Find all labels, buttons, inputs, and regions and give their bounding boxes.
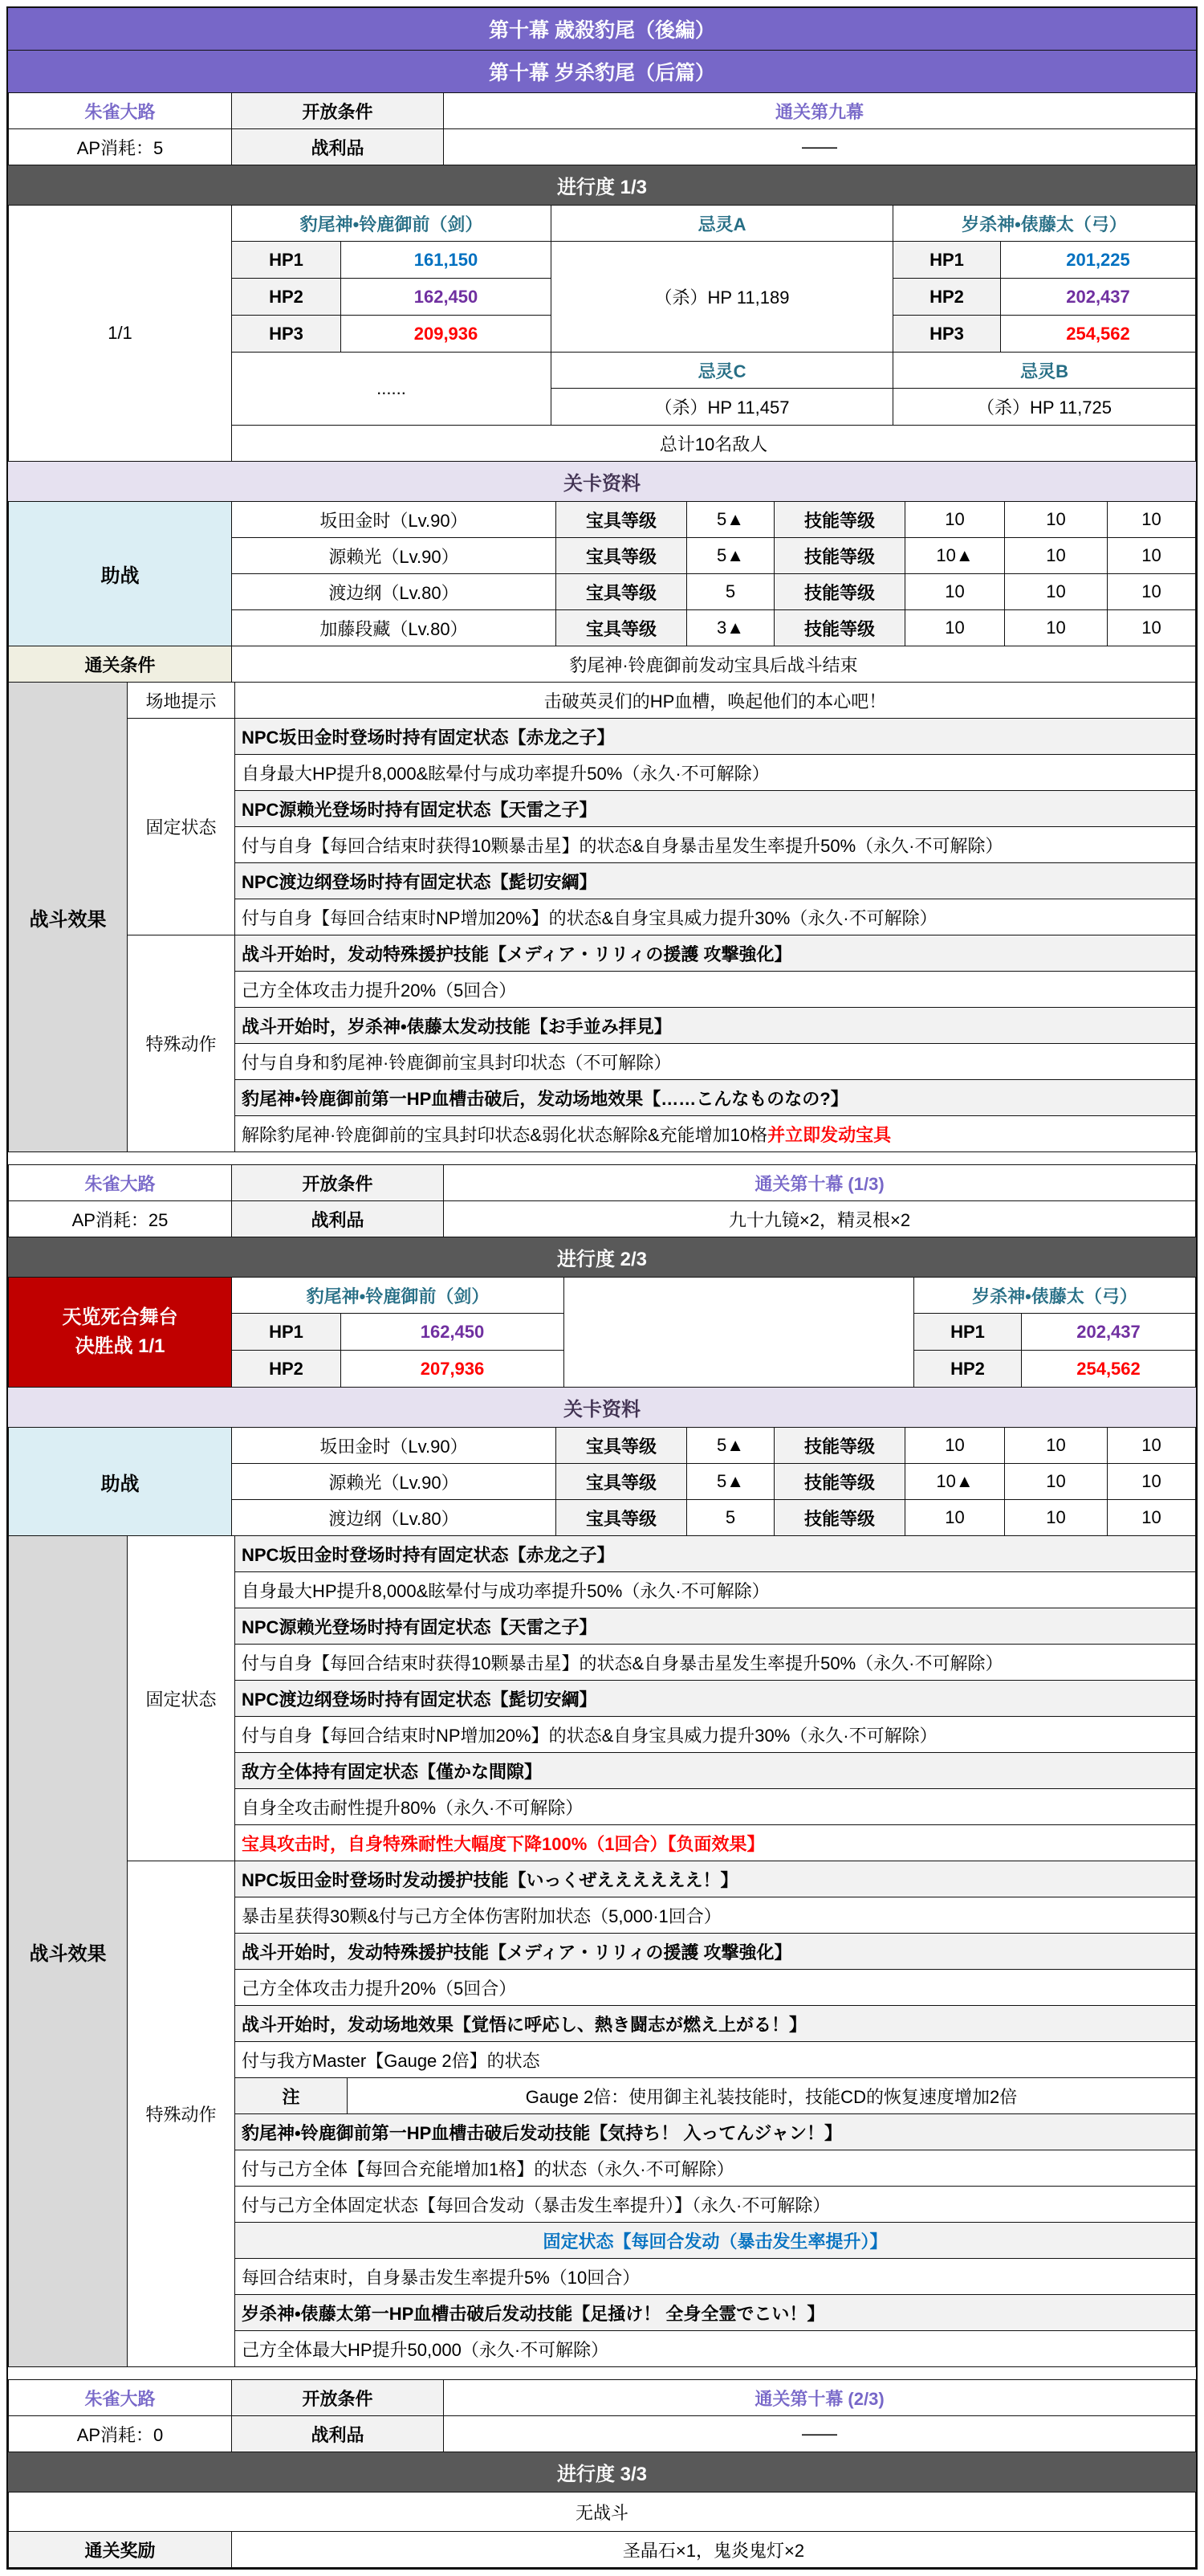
skill-level-label: 技能等级 bbox=[775, 1464, 905, 1500]
skill-2: 10 bbox=[1005, 574, 1108, 610]
skill-3: 10 bbox=[1108, 1464, 1196, 1500]
clear-condition-label: 通关条件 bbox=[9, 646, 232, 683]
np-level: 3▲ bbox=[687, 610, 775, 646]
effect-row: 战斗开始时，岁杀神•俵藤太发动技能【お手並み拝見】 bbox=[235, 1008, 1196, 1044]
np-level: 5 bbox=[687, 1500, 775, 1536]
effect-row: 岁杀神•俵藤太第一HP血槽击破后发动技能【足掻け！ 全身全霊でこい！】 bbox=[235, 2295, 1196, 2331]
hp3-label: HP3 bbox=[232, 316, 341, 353]
effect-row: NPC源赖光登场时持有固定状态【天雷之子】 bbox=[235, 791, 1196, 827]
hp1-value-left: 162,450 bbox=[341, 1314, 564, 1351]
hp3-label: HP3 bbox=[893, 316, 1001, 353]
ap-cost: AP消耗：5 bbox=[9, 129, 232, 165]
drop-label: 战利品 bbox=[232, 129, 444, 165]
note-label: 注 bbox=[235, 2078, 348, 2114]
open-condition-label: 开放条件 bbox=[232, 1165, 444, 1201]
quest2-enemy-table bbox=[8, 1277, 1196, 1388]
skill-2: 10 bbox=[1005, 1464, 1108, 1500]
skill-1: 10 bbox=[905, 574, 1005, 610]
empty-cell bbox=[564, 1278, 914, 1388]
skill-3: 10 bbox=[1108, 1500, 1196, 1536]
enemy-name-left: 豹尾神•铃鹿御前（剑） bbox=[232, 206, 551, 242]
stage-info-band: 关卡资料 bbox=[8, 461, 1196, 502]
skill-3: 10 bbox=[1108, 574, 1196, 610]
clear-reward-value: 圣晶石×1，鬼炎鬼灯×2 bbox=[232, 2532, 1196, 2568]
enemy-name-left: 豹尾神•铃鹿御前（剑） bbox=[232, 1278, 564, 1314]
more-enemies-dots: ...... bbox=[232, 353, 551, 426]
effect-row-negative: 宝具攻击时，自身特殊耐性大幅度下降100%（1回合）【负面效果】 bbox=[235, 1825, 1196, 1861]
skill-2: 10 bbox=[1005, 502, 1108, 538]
boss-stage-line2: 决胜战 1/1 bbox=[75, 1335, 165, 1357]
quest1-clear-table bbox=[8, 646, 1196, 683]
enemy-name-mid: 忌灵A bbox=[551, 206, 893, 242]
skill-level-label: 技能等级 bbox=[775, 538, 905, 574]
skill-3: 10 bbox=[1108, 1428, 1196, 1464]
battle-effect-label: 战斗效果 bbox=[9, 683, 128, 1152]
effect-row: 付与己方全体【每回合充能增加1格】的状态（永久·不可解除） bbox=[235, 2150, 1196, 2187]
hp2-label: HP2 bbox=[232, 1351, 341, 1388]
open-condition-label: 开放条件 bbox=[232, 2380, 444, 2416]
skill-2: 10 bbox=[1005, 1428, 1108, 1464]
skill-1: 10 bbox=[905, 1428, 1005, 1464]
effect-row: 己方全体攻击力提升20%（5回合） bbox=[235, 972, 1196, 1008]
quest3-header-table bbox=[8, 2379, 1196, 2452]
open-condition-value: 通关第十幕 (2/3) bbox=[444, 2380, 1196, 2416]
ap-cost: AP消耗：0 bbox=[9, 2416, 232, 2452]
effect-text: 解除豹尾神·铃鹿御前的宝具封印状态&弱化状态解除&充能增加10格 bbox=[242, 1124, 768, 1145]
effect-row: NPC渡边纲登场时持有固定状态【髭切安綱】 bbox=[235, 863, 1196, 899]
progress-bar-2: 进行度 2/3 bbox=[8, 1237, 1196, 1278]
np-level-label: 宝具等级 bbox=[556, 574, 687, 610]
support-label: 助战 bbox=[9, 502, 232, 646]
effect-row: 付与自身和豹尾神·铃鹿御前宝具封印状态（不可解除） bbox=[235, 1044, 1196, 1080]
np-level: 5▲ bbox=[687, 1464, 775, 1500]
np-level: 5▲ bbox=[687, 1428, 775, 1464]
np-level-label: 宝具等级 bbox=[556, 538, 687, 574]
drop-label: 战利品 bbox=[232, 1201, 444, 1237]
np-level-label: 宝具等级 bbox=[556, 1500, 687, 1536]
effect-row: 战斗开始时，发动特殊援护技能【メディア・リリィの援護 攻撃強化】 bbox=[235, 1934, 1196, 1970]
effect-row: 付与自身【每回合结束时NP增加20%】的状态&自身宝具威力提升30%（永久·不可解除） bbox=[235, 1717, 1196, 1753]
drop-value: 九十九镜×2，精灵根×2 bbox=[444, 1201, 1196, 1237]
quest-location: 朱雀大路 bbox=[9, 2380, 232, 2416]
quest3-reward-table bbox=[8, 2531, 1196, 2568]
progress-bar-3: 进行度 3/3 bbox=[8, 2452, 1196, 2492]
skill-level-label: 技能等级 bbox=[775, 1500, 905, 1536]
support-name: 渡边纲（Lv.80） bbox=[232, 574, 556, 610]
effect-row: 暴击星获得30颗&付与己方全体伤害附加状态（5,000·1回合） bbox=[235, 1897, 1196, 1934]
enemy-name-b: 忌灵B bbox=[893, 353, 1196, 389]
hp3-value-right: 254,562 bbox=[1001, 316, 1196, 353]
note-text: Gauge 2倍：使用御主礼装技能时，技能CD的恢复速度增加2倍 bbox=[348, 2078, 1196, 2114]
hp1-label: HP1 bbox=[232, 1314, 341, 1351]
skill-1: 10 bbox=[905, 1500, 1005, 1536]
hp1-label: HP1 bbox=[914, 1314, 1022, 1351]
hp1-value-left: 161,150 bbox=[341, 242, 551, 279]
support-name: 加藤段藏（Lv.80） bbox=[232, 610, 556, 646]
skill-1: 10▲ bbox=[905, 538, 1005, 574]
hp1-label: HP1 bbox=[893, 242, 1001, 279]
skill-1: 10 bbox=[905, 502, 1005, 538]
drop-label: 战利品 bbox=[232, 2416, 444, 2452]
effect-row: 敌方全体持有固定状态【僅かな間隙】 bbox=[235, 1753, 1196, 1789]
stage-info-band: 关卡资料 bbox=[8, 1387, 1196, 1428]
support-name: 源赖光（Lv.90） bbox=[232, 1464, 556, 1500]
effect-row: 自身最大HP提升8,000&眩晕付与成功率提升50%（永久·不可解除） bbox=[235, 755, 1196, 791]
enemy-name-c: 忌灵C bbox=[551, 353, 893, 389]
np-level-label: 宝具等级 bbox=[556, 502, 687, 538]
fixed-state-label: 固定状态 bbox=[128, 719, 235, 935]
hp2-label: HP2 bbox=[914, 1351, 1022, 1388]
quest2-header-table bbox=[8, 1164, 1196, 1237]
hp2-value-right: 202,437 bbox=[1001, 279, 1196, 316]
support-name: 渡边纲（Lv.80） bbox=[232, 1500, 556, 1536]
effect-row: 付与自身【每回合结束时获得10颗暴击星】的状态&自身暴击星发生率提升50%（永久·不可解除） bbox=[235, 827, 1196, 863]
hp2-label: HP2 bbox=[232, 279, 341, 316]
skill-level-label: 技能等级 bbox=[775, 610, 905, 646]
effect-row: 战斗开始时，发动场地效果【覚悟に呼応し、熱き闘志が燃え上がる！】 bbox=[235, 2006, 1196, 2042]
quest-location: 朱雀大路 bbox=[9, 1165, 232, 1201]
hp2-value-left: 207,936 bbox=[341, 1351, 564, 1388]
quest1-header-table bbox=[8, 92, 1196, 165]
quest3-nobattle-table bbox=[8, 2492, 1196, 2532]
boss-stage-line1: 天览死合舞台 bbox=[62, 1306, 178, 1328]
np-level-label: 宝具等级 bbox=[556, 610, 687, 646]
section-gap bbox=[8, 1152, 1196, 1165]
np-level: 5▲ bbox=[687, 502, 775, 538]
skill-3: 10 bbox=[1108, 610, 1196, 646]
np-level: 5 bbox=[687, 574, 775, 610]
enemy-mid-hp: （杀）HP 11,189 bbox=[551, 242, 893, 353]
battle-count: 1/1 bbox=[9, 206, 232, 462]
drop-value: —— bbox=[444, 2416, 1196, 2452]
effect-row bbox=[235, 1116, 1196, 1152]
boss-stage-cell bbox=[9, 1278, 232, 1388]
quest-title-jp: 第十幕 歳殺豹尾（後編） bbox=[8, 8, 1196, 51]
open-condition-value: 通关第十幕 (1/3) bbox=[444, 1165, 1196, 1201]
quest-title-cn: 第十幕 岁杀豹尾（后篇） bbox=[8, 50, 1196, 93]
skill-2: 10 bbox=[1005, 538, 1108, 574]
hp3-value-left: 209,936 bbox=[341, 316, 551, 353]
effect-row: 豹尾神•铃鹿御前第一HP血槽击破后发动技能【気持ち！ 入ってんジャン！】 bbox=[235, 2114, 1196, 2150]
quest1-enemy-table bbox=[8, 205, 1196, 462]
battle-effect-label: 战斗效果 bbox=[9, 1536, 128, 2367]
quest2-effects-table bbox=[8, 1535, 1196, 2367]
fixed-state-label: 固定状态 bbox=[128, 1536, 235, 1861]
clear-condition-value: 豹尾神·铃鹿御前发动宝具后战斗结束 bbox=[232, 646, 1196, 683]
quest2-support-table bbox=[8, 1427, 1196, 1536]
section-gap bbox=[8, 2367, 1196, 2380]
enemy-name-right: 岁杀神•俵藤太（弓） bbox=[914, 1278, 1196, 1314]
support-label: 助战 bbox=[9, 1428, 232, 1536]
effect-text-red: 并立即发动宝具 bbox=[767, 1124, 892, 1145]
skill-level-label: 技能等级 bbox=[775, 574, 905, 610]
ap-cost: AP消耗：25 bbox=[9, 1201, 232, 1237]
effect-row: 豹尾神•铃鹿御前第一HP血槽击破后，发动场地效果【……こんなものなの?】 bbox=[235, 1080, 1196, 1116]
effect-row-fixed-state-title: 固定状态【每回合发动（暴击发生率提升）】 bbox=[235, 2223, 1196, 2259]
enemy-name-right: 岁杀神•俵藤太（弓） bbox=[893, 206, 1196, 242]
quest-sheet bbox=[6, 6, 1198, 2570]
effect-row: 战斗开始时，发动特殊援护技能【メディア・リリィの援護 攻撃強化】 bbox=[235, 935, 1196, 972]
hp1-label: HP1 bbox=[232, 242, 341, 279]
open-condition-label: 开放条件 bbox=[232, 93, 444, 129]
effect-row: 己方全体最大HP提升50,000（永久·不可解除） bbox=[235, 2331, 1196, 2367]
effect-row: NPC源赖光登场时持有固定状态【天雷之子】 bbox=[235, 1608, 1196, 1645]
special-action-label: 特殊动作 bbox=[128, 1861, 235, 2367]
skill-2: 10 bbox=[1005, 610, 1108, 646]
field-hint-text: 击破英灵们的HP血槽，唤起他们的本心吧！ bbox=[235, 683, 1196, 719]
effect-row: NPC渡边纲登场时持有固定状态【髭切安綱】 bbox=[235, 1681, 1196, 1717]
effect-row: NPC坂田金时登场时持有固定状态【赤龙之子】 bbox=[235, 719, 1196, 755]
skill-1: 10▲ bbox=[905, 1464, 1005, 1500]
skill-level-label: 技能等级 bbox=[775, 1428, 905, 1464]
quest-location: 朱雀大路 bbox=[9, 93, 232, 129]
effect-row: 每回合结束时，自身暴击发生率提升5%（10回合） bbox=[235, 2259, 1196, 2295]
quest1-effects-table bbox=[8, 682, 1196, 1152]
special-action-label: 特殊动作 bbox=[128, 935, 235, 1152]
support-name: 坂田金时（Lv.90） bbox=[232, 502, 556, 538]
effect-row: 付与自身【每回合结束时NP增加20%】的状态&自身宝具威力提升30%（永久·不可解除） bbox=[235, 899, 1196, 935]
effect-row: 付与自身【每回合结束时获得10颗暴击星】的状态&自身暴击星发生率提升50%（永久·不可解除） bbox=[235, 1645, 1196, 1681]
enemy-b-hp: （杀）HP 11,725 bbox=[893, 389, 1196, 426]
skill-3: 10 bbox=[1108, 502, 1196, 538]
np-level-label: 宝具等级 bbox=[556, 1464, 687, 1500]
no-battle-text: 无战斗 bbox=[9, 2492, 1196, 2532]
effect-row: NPC坂田金时登场时持有固定状态【赤龙之子】 bbox=[235, 1536, 1196, 1572]
np-level-label: 宝具等级 bbox=[556, 1428, 687, 1464]
skill-3: 10 bbox=[1108, 538, 1196, 574]
open-condition-value: 通关第九幕 bbox=[444, 93, 1196, 129]
drop-value: —— bbox=[444, 129, 1196, 165]
hp2-value-left: 162,450 bbox=[341, 279, 551, 316]
support-name: 坂田金时（Lv.90） bbox=[232, 1428, 556, 1464]
hp1-value-right: 202,437 bbox=[1022, 1314, 1196, 1351]
hp1-value-right: 201,225 bbox=[1001, 242, 1196, 279]
effect-row: 自身全攻击耐性提升80%（永久·不可解除） bbox=[235, 1789, 1196, 1825]
effect-row: NPC坂田金时登场时发动援护技能【いっくぜええええええ！】 bbox=[235, 1861, 1196, 1897]
clear-reward-label: 通关奖励 bbox=[9, 2532, 232, 2568]
enemy-c-hp: （杀）HP 11,457 bbox=[551, 389, 893, 426]
skill-2: 10 bbox=[1005, 1500, 1108, 1536]
effect-row: 己方全体攻击力提升20%（5回合） bbox=[235, 1970, 1196, 2006]
hp2-value-right: 254,562 bbox=[1022, 1351, 1196, 1388]
np-level: 5▲ bbox=[687, 538, 775, 574]
quest1-support-table bbox=[8, 501, 1196, 646]
support-name: 源赖光（Lv.90） bbox=[232, 538, 556, 574]
enemy-total: 总计10名敌人 bbox=[232, 426, 1196, 462]
field-hint-label: 场地提示 bbox=[128, 683, 235, 719]
skill-level-label: 技能等级 bbox=[775, 502, 905, 538]
skill-1: 10 bbox=[905, 610, 1005, 646]
effect-row: 自身最大HP提升8,000&眩晕付与成功率提升50%（永久·不可解除） bbox=[235, 1572, 1196, 1608]
effect-row: 付与己方全体固定状态【每回合发动（暴击发生率提升）】（永久·不可解除） bbox=[235, 2187, 1196, 2223]
hp2-label: HP2 bbox=[893, 279, 1001, 316]
progress-bar-1: 进行度 1/3 bbox=[8, 165, 1196, 206]
effect-row: 付与我方Master【Gauge 2倍】的状态 bbox=[235, 2042, 1196, 2078]
